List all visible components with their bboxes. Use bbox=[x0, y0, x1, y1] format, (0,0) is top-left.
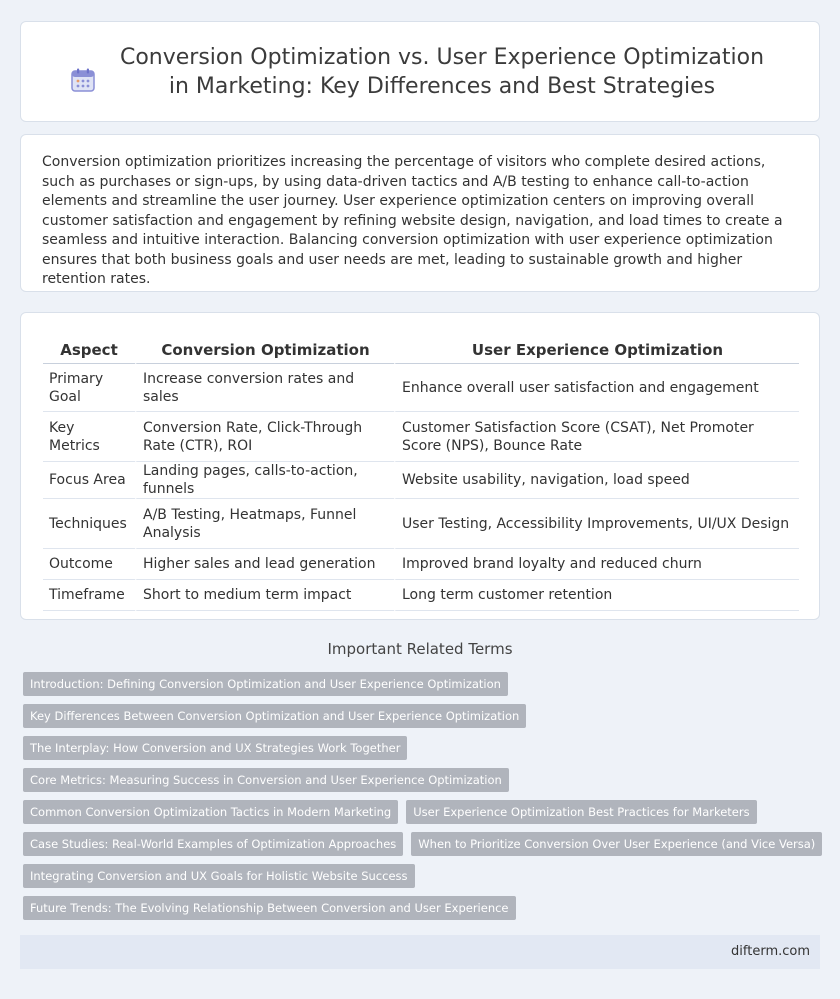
title-wrap bbox=[70, 43, 770, 101]
header-aspect: Aspect bbox=[43, 334, 135, 364]
related-term-link[interactable]: Future Trends: The Evolving Relationship Between Conversion and User Experience bbox=[23, 896, 516, 920]
cell-ux: Long term customer retention bbox=[394, 580, 799, 611]
table-row bbox=[43, 499, 799, 549]
table-row bbox=[43, 549, 799, 580]
cell-aspect: Primary Goal bbox=[43, 364, 135, 412]
related-term-link[interactable]: Integrating Conversion and UX Goals for Holistic Website Success bbox=[23, 864, 415, 888]
cell-conversion: Increase conversion rates and sales bbox=[135, 364, 394, 412]
header-ux: User Experience Optimization bbox=[394, 334, 799, 364]
table-row bbox=[43, 580, 799, 611]
cell-aspect: Focus Area bbox=[43, 462, 135, 499]
related-term-link[interactable]: When to Prioritize Conversion Over User Experience (and Vice Versa) bbox=[411, 832, 822, 856]
related-term-link[interactable]: Introduction: Defining Conversion Optimization and User Experience Optimization bbox=[23, 672, 508, 696]
table-row bbox=[43, 364, 799, 412]
comparison-table-card bbox=[20, 312, 820, 620]
intro-card bbox=[20, 134, 820, 292]
calendar-icon bbox=[70, 67, 96, 93]
cell-aspect: Key Metrics bbox=[43, 412, 135, 462]
title-card bbox=[20, 21, 820, 122]
related-terms-list bbox=[23, 672, 823, 928]
cell-conversion: Conversion Rate, Click-Through Rate (CTR), ROI bbox=[135, 412, 394, 462]
table-row bbox=[43, 462, 799, 499]
cell-ux: Enhance overall user satisfaction and engagement bbox=[394, 364, 799, 412]
cell-conversion: A/B Testing, Heatmaps, Funnel Analysis bbox=[135, 499, 394, 549]
cell-conversion: Short to medium term impact bbox=[135, 580, 394, 611]
table-header-row bbox=[43, 334, 799, 364]
cell-aspect: Timeframe bbox=[43, 580, 135, 611]
related-term-link[interactable]: Core Metrics: Measuring Success in Conversion and User Experience Optimization bbox=[23, 768, 509, 792]
cell-aspect: Outcome bbox=[43, 549, 135, 580]
cell-aspect: Techniques bbox=[43, 499, 135, 549]
related-term-link[interactable]: Common Conversion Optimization Tactics in Modern Marketing bbox=[23, 800, 398, 824]
cell-ux: Website usability, navigation, load speed bbox=[394, 462, 799, 499]
footer bbox=[20, 935, 820, 969]
footer-site-link[interactable]: difterm.com bbox=[731, 944, 810, 959]
cell-ux: User Testing, Accessibility Improvements, UI/UX Design bbox=[394, 499, 799, 549]
cell-conversion: Higher sales and lead generation bbox=[135, 549, 394, 580]
related-term-link[interactable]: Case Studies: Real-World Examples of Optimization Approaches bbox=[23, 832, 403, 856]
related-terms-title: Important Related Terms bbox=[327, 640, 513, 658]
cell-ux: Customer Satisfaction Score (CSAT), Net Promoter Score (NPS), Bounce Rate bbox=[394, 412, 799, 462]
cell-conversion: Landing pages, calls-to-action, funnels bbox=[135, 462, 394, 499]
header-conversion: Conversion Optimization bbox=[135, 334, 394, 364]
comparison-table bbox=[43, 334, 799, 611]
cell-ux: Improved brand loyalty and reduced churn bbox=[394, 549, 799, 580]
related-term-link[interactable]: User Experience Optimization Best Practices for Marketers bbox=[406, 800, 756, 824]
related-term-link[interactable]: Key Differences Between Conversion Optimization and User Experience Optimization bbox=[23, 704, 526, 728]
table-row bbox=[43, 412, 799, 462]
page-title: Conversion Optimization vs. User Experience Optimization in Marketing: Key Differences and Best Strategies bbox=[119, 44, 765, 99]
related-term-link[interactable]: The Interplay: How Conversion and UX Strategies Work Together bbox=[23, 736, 407, 760]
intro-paragraph: Conversion optimization prioritizes increasing the percentage of visitors who complete desired actions, such as purchases or sign-ups, by using data-driven tactics and A/B testing to enhance call-to-action elements and streamline the user journey. User experience optimization centers on improving overall customer satisfaction and engagement by refining website design, navigation, and load times to create a seamless and intuitive interaction. Balancing conversion optimization with user experience optimization ensures that both business goals and user needs are met, leading to sustainable growth and higher retention rates. bbox=[42, 154, 783, 287]
